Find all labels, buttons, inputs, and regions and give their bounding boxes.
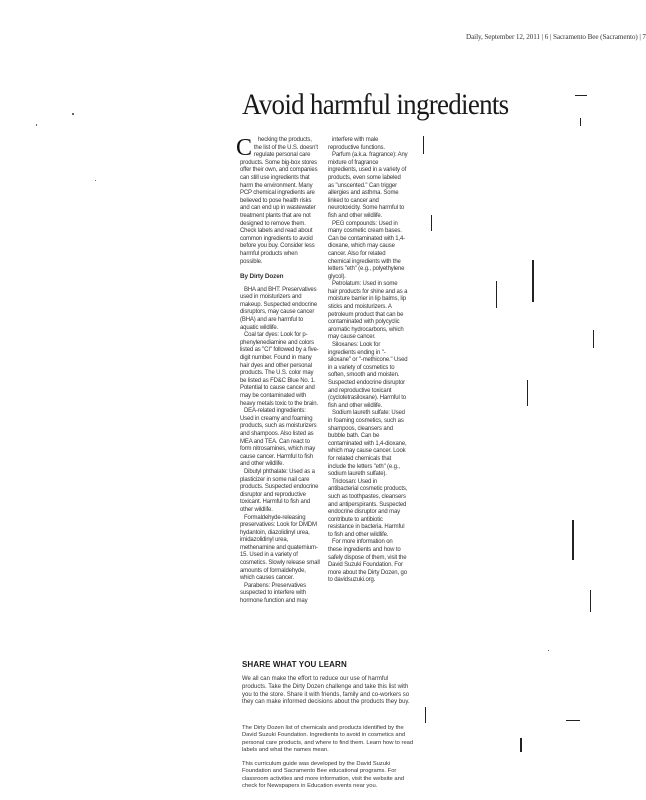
scan-mark <box>566 720 580 721</box>
ingredient-paragraph: Parabens: Preservatives suspected to interfere with hormone function and may <box>240 582 308 605</box>
ingredient-paragraph: Coal tar dyes: Look for p-phenylenediamine and colors listed as "CI" followed by a five-digit number. Found in many hair dyes and other personal products. The U.S. color may be listed as FD&C Blue No. 1. Potential to cause cancer and may be contaminated with heavy metals toxic to the brain. <box>240 332 319 407</box>
ingredient-paragraph: Formaldehyde-releasing preservatives: Look for DMDM hydantoin, diazolidinyl urea, imidazolidinyl urea, methenamine and quaternium-15. Used in a variety of cosmetics. Slowly release small amounts of formaldehyde, which causes cancer. <box>240 514 320 582</box>
footer-paragraph-2: This curriculum guide was developed by the David Suzuki Foundation and Sacramento Bee educational programs. For classroom activities and more information, visit the website and check for Newspapers in Education events near you. <box>242 761 405 790</box>
ingredient-paragraph: BHA and BHT: Preservatives used in moisturizers and makeup. Suspected endocrine disruptors, may cause cancer (BHA) and are harmful to aquatic wildlife. <box>240 286 318 331</box>
ingredient-paragraph: Dibutyl phthalate: Used as a plasticizer in some nail care products. Suspected endocrine disruptor and reproductive toxicant. Harmful to fish and other wildlife. <box>240 468 319 513</box>
scan-mark <box>431 215 432 231</box>
scan-speck <box>95 180 96 181</box>
section-byline: By Dirty Dozen <box>240 273 284 281</box>
ingredient-paragraph: Parfum (a.k.a. fragrance): Any mixture of fragrance ingredients, used in a variety of products, even some labeled as "unscented." Can trigger allergies and asthma. Some linked to cancer and neurotoxicity. Some harmful to fish and other wildlife. <box>328 152 408 219</box>
ingredient-paragraph: interfere with male reproductive functions. <box>328 137 385 151</box>
scan-mark <box>423 136 424 154</box>
share-heading: SHARE WHAT YOU LEARN <box>242 660 347 669</box>
scan-mark <box>527 380 528 406</box>
running-head: Daily, September 12, 2011 | 6 | Sacramento Bee (Sacramento) | 7 <box>466 33 646 41</box>
ingredient-paragraph: Siloxanes: Look for ingredients ending in "-siloxane" or "-methicone." Used in a variety of cosmetics to soften, smooth and moisten. Suspected endocrine disruptor and reproductive toxicant (cyclotetrasiloxane). Harmful to fish and other wildlife. <box>328 342 408 409</box>
headline: Avoid harmful ingredients <box>242 88 509 121</box>
ingredient-paragraph: For more information on these ingredients and how to safely dispose of them, visit the David Suzuki Foundation. For more about the Dirty Dozen, go to davidsuzuki.org. <box>328 539 407 584</box>
scan-mark <box>575 95 587 96</box>
scan-speck <box>72 113 74 115</box>
article-column-1 <box>236 135 320 606</box>
scan-mark <box>593 330 594 348</box>
ingredient-paragraph: Triclosan: Used in antibacterial cosmetic products, such as toothpastes, cleansers and antiperspirants. Suspected endocrine disruptor and may contribute to antibiotic resistance in bacteria. Harmful to fish and other wildlife. <box>328 478 408 538</box>
ingredient-paragraph: Sodium laureth sulfate: Used in foaming cosmetics, such as shampoos, cleansers and bubble bath. Can be contaminated with 1,4-dioxane, which may cause cancer. Look for related chemicals that include the letters "eth" (e.g., sodium laureth sulfate). <box>328 410 407 478</box>
ingredient-paragraph: Petrolatum: Used in some hair products for shine and as a moisture barrier in lip balms, lip sticks and moisturizers. A petroleum product that can be contaminated with polycyclic aromatic hydrocarbons, which may cause cancer. <box>328 281 408 341</box>
ingredient-paragraph: PEG compounds: Used in many cosmetic cream bases. Can be contaminated with 1,4-dioxane, which may cause cancer. Also for related chemical ingredients with the letters "eth" (e.g., polyethylene glycol). <box>328 220 406 280</box>
scan-mark <box>532 260 534 302</box>
scan-speck <box>36 124 37 126</box>
scan-mark <box>580 118 581 126</box>
article-column-2 <box>328 137 408 585</box>
scan-mark <box>496 281 497 308</box>
scan-speck <box>548 650 549 651</box>
footer-paragraph-1: The Dirty Dozen list of chemicals and products identified by the David Suzuki Foundation. Ingredients to avoid in cosmetics and personal care products, and where to find them. Learn how to read labels and what the names mean. <box>242 725 414 754</box>
drop-cap: C <box>236 135 252 161</box>
ingredient-paragraph: DEA-related ingredients: Used in creamy and foaming products, such as moisturizers and shampoos. Also listed as MEA and TEA. Can react to form nitrosamines, which may cause cancer. Harmful to fish and other wildlife. <box>240 408 317 468</box>
scan-mark <box>590 590 591 612</box>
scan-mark <box>520 738 522 752</box>
scan-mark <box>572 520 574 560</box>
share-text: We all can make the effort to reduce our use of harmful products. Take the Dirty Dozen challenge and take this list with you to the store. Share it with friends, family and co-workers so they can make informed decisions about the products they buy. <box>242 676 410 706</box>
intro-paragraph: hecking the products, the list of the U.S. doesn't regulate personal care products. Some big-box stores offer their own, and companies can still use ingredients that harm the environment. Many PCP chemical ingredients are believed to pose health risks and can end up in wastewater treatment plants that are not designed to remove them. Check labels and read about common ingredients to avoid before you buy. Consider less harmful products when possible. <box>240 137 318 265</box>
scan-mark <box>425 707 426 723</box>
